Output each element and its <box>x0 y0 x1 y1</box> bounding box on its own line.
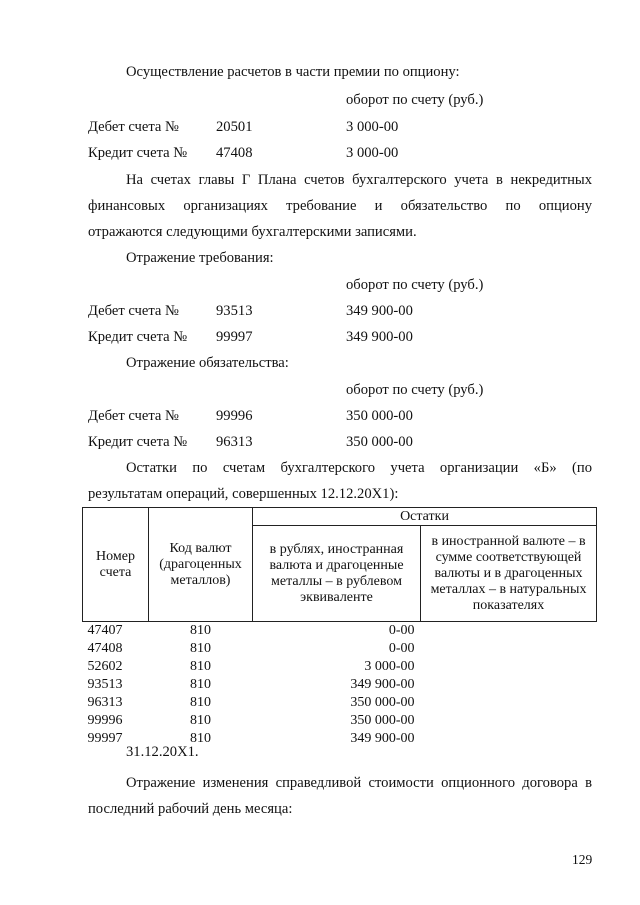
debit-account: 99996 <box>216 408 253 424</box>
cell-code: 810 <box>190 659 211 674</box>
cell-rub: 3 000-00 <box>364 659 415 674</box>
credit-amount: 349 900-00 <box>346 329 413 345</box>
debit-label: Дебет счета № <box>88 408 179 424</box>
paragraph-line: отражаются следующими бухгалтерскими записями. <box>88 224 417 240</box>
cell-rub: 349 900-00 <box>350 677 415 692</box>
debit-account: 93513 <box>216 303 253 319</box>
cell-rub: 0-00 <box>388 623 415 638</box>
balances-table <box>82 507 597 748</box>
claim-heading: Отражение требования: <box>126 250 274 266</box>
debit-amount: 350 000-00 <box>346 408 413 424</box>
cell-account: 47407 <box>87 623 123 638</box>
cell-foreign <box>421 694 597 712</box>
cell-code: 810 <box>190 623 211 638</box>
credit-label: Кредит счета № <box>88 145 188 161</box>
debit-amount: 3 000-00 <box>346 119 399 135</box>
cell-account: 47408 <box>87 641 123 656</box>
header-balances: Остатки <box>253 508 597 526</box>
cell-foreign <box>421 658 597 676</box>
table-row <box>83 676 597 694</box>
cell-code: 810 <box>190 695 211 710</box>
debit-label: Дебет счета № <box>88 119 179 135</box>
table-row <box>83 640 597 658</box>
credit-account: 47408 <box>216 145 253 161</box>
cell-foreign <box>421 676 597 694</box>
header-account-number: Номер счета <box>83 508 149 622</box>
cell-foreign <box>421 730 597 748</box>
header-currency-code: Код валют (драгоценных металлов) <box>149 508 253 622</box>
cell-account: 99997 <box>87 731 123 746</box>
cell-code: 810 <box>190 731 211 746</box>
table-row <box>83 658 597 676</box>
turnover-header: оборот по счету (руб.) <box>346 277 484 293</box>
cell-rub: 350 000-00 <box>350 713 415 728</box>
balances-intro-line: результатам операций, совершенных 12.12.20Х1): <box>88 486 399 502</box>
table-row <box>83 622 597 641</box>
credit-amount: 350 000-00 <box>346 434 413 450</box>
cell-code: 810 <box>190 677 211 692</box>
cell-account: 96313 <box>87 695 123 710</box>
header-foreign: в иностранной валюте – в сумме соответствующей валюты и в драгоценных металлах – в натуральных показателях <box>421 526 597 622</box>
page-number: 129 <box>572 852 593 867</box>
fair-value-line: последний рабочий день месяца: <box>88 801 293 817</box>
cell-foreign <box>421 622 597 641</box>
cell-foreign <box>421 712 597 730</box>
credit-amount: 3 000-00 <box>346 145 399 161</box>
debit-account: 20501 <box>216 119 253 135</box>
balances-intro-line: Остатки по счетам бухгалтерского учета организации «Б» (по <box>126 460 592 476</box>
credit-label: Кредит счета № <box>88 329 188 345</box>
fair-value-line: Отражение изменения справедливой стоимости опционного договора в <box>126 775 592 791</box>
credit-account: 96313 <box>216 434 253 450</box>
cell-code: 810 <box>190 641 211 656</box>
table-row <box>83 694 597 712</box>
cell-account: 52602 <box>87 659 123 674</box>
date-line: 31.12.20Х1. <box>126 744 199 760</box>
turnover-header: оборот по счету (руб.) <box>346 92 484 108</box>
credit-label: Кредит счета № <box>88 434 188 450</box>
intro-line: Осуществление расчетов в части премии по опциону: <box>126 64 460 80</box>
paragraph-line: финансовых организациях требование и обязательство по опциону <box>88 198 592 214</box>
obligation-heading: Отражение обязательства: <box>126 355 289 371</box>
turnover-header: оборот по счету (руб.) <box>346 382 484 398</box>
cell-rub: 349 900-00 <box>350 731 415 746</box>
table-row <box>83 712 597 730</box>
cell-code: 810 <box>190 713 211 728</box>
cell-rub: 350 000-00 <box>350 695 415 710</box>
credit-account: 99997 <box>216 329 253 345</box>
header-rub: в рублях, иностранная валюта и драгоценные металлы – в рублевом эквиваленте <box>253 526 421 622</box>
cell-account: 99996 <box>87 713 123 728</box>
cell-rub: 0-00 <box>388 641 415 656</box>
cell-foreign <box>421 640 597 658</box>
cell-account: 93513 <box>87 677 123 692</box>
paragraph-line: На счетах главы Г Плана счетов бухгалтерского учета в некредитных <box>126 172 592 188</box>
debit-label: Дебет счета № <box>88 303 179 319</box>
debit-amount: 349 900-00 <box>346 303 413 319</box>
